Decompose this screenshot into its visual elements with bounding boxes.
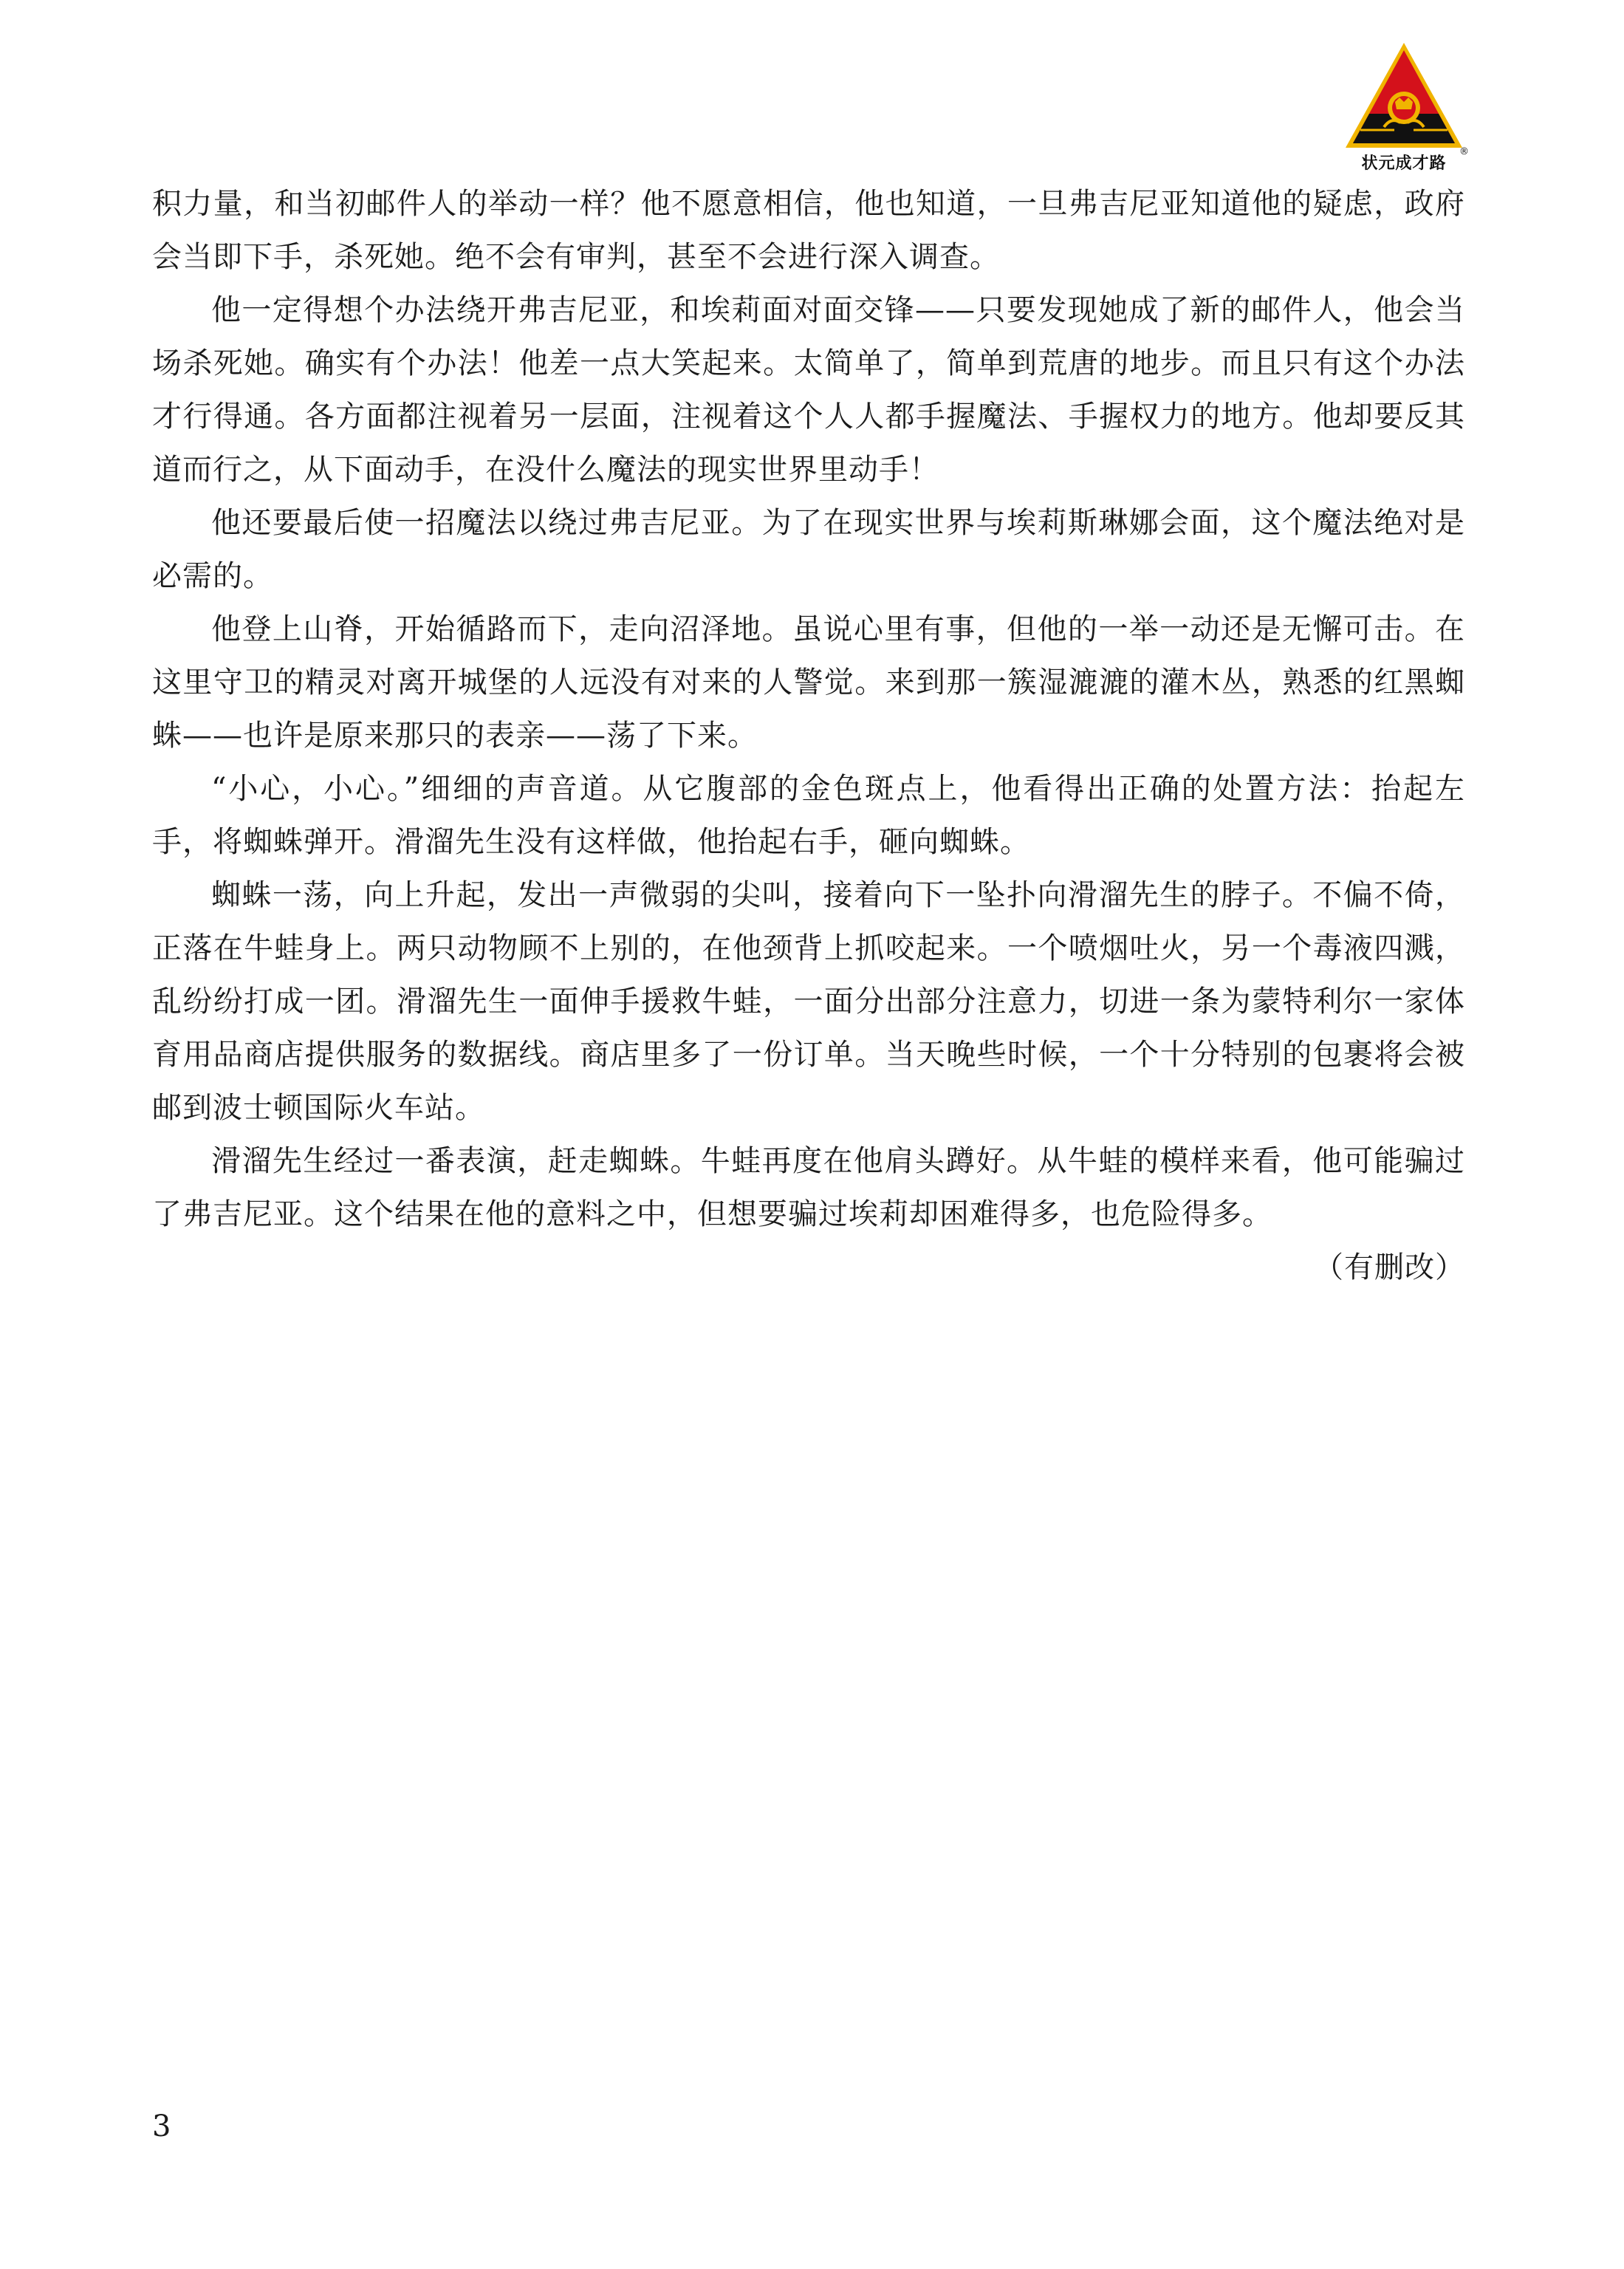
logo-text: 状元成才路 <box>1361 154 1447 173</box>
paragraph: 蜘蛛一荡，向上升起，发出一声微弱的尖叫，接着向下一坠扑向滑溜先生的脖子。不偏不倚，正落在牛蛙身上。两只动物顾不上别的，在他颈背上抓咬起来。一个喷烟吐火，另一个毒液四溅，乱纷纷打成一团。滑溜先生一面伸手援救牛蛙，一面分出部分注意力，切进一条为蒙特利尔一家体育用品商店提供服务的数据线。商店里多了一份订单。当天晚些时候，一个十分特别的包裹将会被邮到波士顿国际火车站。 <box>152 878 1465 1125</box>
publisher-logo <box>1343 40 1469 173</box>
article-body <box>152 177 1465 1294</box>
page-number: 3 <box>152 2109 171 2143</box>
paragraph: 滑溜先生经过一番表演，赶走蜘蛛。牛蛙再度在他肩头蹲好。从牛蛙的模样来看，他可能骗过了弗吉尼亚。这个结果在他的意料之中，但想要骗过埃莉却困难得多，也危险得多。 <box>152 1144 1465 1231</box>
logo-emblem-icon <box>1343 40 1465 151</box>
paragraph: 积力量，和当初邮件人的举动一样？他不愿意相信，他也知道，一旦弗吉尼亚知道他的疑虑，政府会当即下手，杀死她。绝不会有审判，甚至不会进行深入调查。 <box>152 187 1465 274</box>
paragraph: 他还要最后使一招魔法以绕过弗吉尼亚。为了在现实世界与埃莉斯琳娜会面，这个魔法绝对是必需的。 <box>152 506 1465 593</box>
paragraph: 他登上山脊，开始循路而下，走向沼泽地。虽说心里有事，但他的一举一动还是无懈可击。在这里守卫的精灵对离开城堡的人远没有对来的人警觉。来到那一簇湿漉漉的灌木丛，熟悉的红黑蜘蛛——也许是原来那只的表亲——荡了下来。 <box>152 612 1465 753</box>
edit-note: （有删改） <box>1314 1250 1465 1284</box>
registered-mark: ® <box>1459 146 1469 157</box>
paragraph: “小心，小心。”细细的声音道。从它腹部的金色斑点上，他看得出正确的处置方法：抬起左手，将蜘蛛弹开。滑溜先生没有这样做，他抬起右手，砸向蜘蛛。 <box>152 772 1465 859</box>
paragraph: 他一定得想个办法绕开弗吉尼亚，和埃莉面对面交锋——只要发现她成了新的邮件人，他会当场杀死她。确实有个办法！他差一点大笑起来。太简单了，简单到荒唐的地步。而且只有这个办法才行得通。各方面都注视着另一层面，注视着这个人人都手握魔法、手握权力的地方。他却要反其道而行之，从下面动手，在没什么魔法的现实世界里动手！ <box>152 293 1465 487</box>
